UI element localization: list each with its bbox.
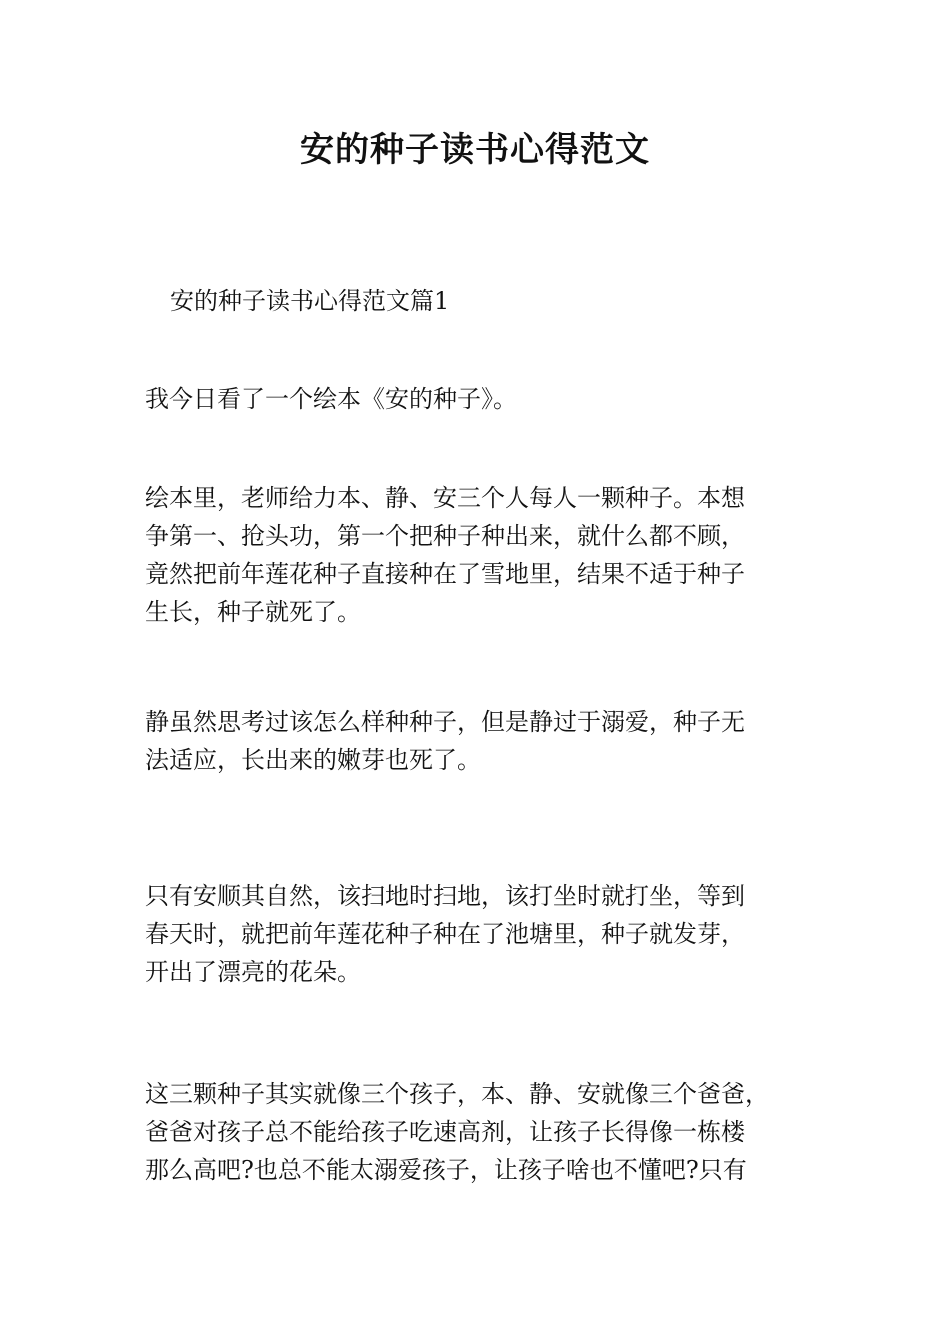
paragraph-line: 法适应，长出来的嫩芽也死了。 bbox=[145, 746, 481, 774]
paragraph-line: 竟然把前年莲花种子直接种在了雪地里，结果不适于种子 bbox=[145, 560, 745, 588]
paragraph-line: 只有安顺其自然，该扫地时扫地，该打坐时就打坐，等到 bbox=[145, 882, 745, 910]
paragraph-line: 那么高吧?也总不能太溺爱孩子，让孩子啥也不懂吧?只有 bbox=[145, 1156, 747, 1184]
paragraph-3 bbox=[145, 703, 825, 779]
paragraph-5 bbox=[145, 1075, 825, 1189]
paragraph-line: 争第一、抢头功，第一个把种子种出来，就什么都不顾， bbox=[145, 522, 745, 550]
paragraph-line: 春天时，就把前年莲花种子种在了池塘里，种子就发芽， bbox=[145, 920, 745, 948]
document-title: 安的种子读书心得范文 bbox=[300, 130, 650, 170]
paragraph-line: 静虽然思考过该怎么样种种子，但是静过于溺爱，种子无 bbox=[145, 708, 745, 736]
paragraph-line: 爸爸对孩子总不能给孩子吃速高剂，让孩子长得像一栋楼 bbox=[145, 1118, 745, 1146]
paragraph-line: 开出了漂亮的花朵。 bbox=[145, 958, 361, 986]
paragraph-2 bbox=[145, 479, 825, 631]
paragraph-line: 这三颗种子其实就像三个孩子，本、静、安就像三个爸爸， bbox=[145, 1080, 769, 1108]
paragraph-4 bbox=[145, 877, 825, 991]
paragraph-line: 我今日看了一个绘本《安的种子》。 bbox=[145, 385, 517, 413]
section-heading: 安的种子读书心得范文篇1 bbox=[170, 287, 450, 315]
paragraph-1 bbox=[145, 380, 825, 418]
paragraph-line: 绘本里，老师给力本、静、安三个人每人一颗种子。本想 bbox=[145, 484, 745, 512]
paragraph-line: 生长，种子就死了。 bbox=[145, 598, 361, 626]
